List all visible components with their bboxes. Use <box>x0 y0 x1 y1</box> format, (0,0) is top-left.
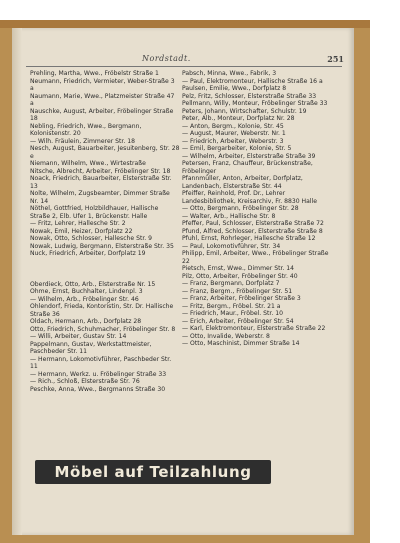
directory-entry: — Friedrich, Maur., Fröbel. Str. 10 <box>182 310 283 317</box>
page-gutter <box>12 28 22 535</box>
directory-entry: Nöthel, Gottfried, Holzbildhauer, Hallische Straße 2, Elb. Ufer 1, Brückenstr. Halle <box>30 205 159 220</box>
directory-entry: Noack, Friedrich, Bauarbeiter, Elsterstraße Str. 13 <box>30 175 172 190</box>
directory-entry: — Otto, Maschinist, Dimmer Straße 14 <box>182 340 300 347</box>
left-column <box>30 70 180 393</box>
header-rule <box>26 66 342 67</box>
directory-entry: — Hermann, Werkz. u. Fröbelinger Straße 33 <box>30 370 167 378</box>
directory-entry: — August, Maurer, Weberstr. Nr. 1 <box>182 130 286 137</box>
directory-entry: Pietsch, Ernst, Wwe., Dimmer Str. 14 <box>182 265 295 272</box>
directory-entry: — Willi, Arbeiter, Gustav Str. 14 <box>30 333 127 340</box>
directory-entry: Nesch, August, Bauarbeiter, Jesuitenberg, Str. 28 e <box>30 145 180 160</box>
directory-entry: — Erich, Arbeiter, Fröbelinger Str. 54 <box>182 317 294 325</box>
directory-entry: Pfeiffer, Reinhold, Prof. Dr., Lehrer Landesbibliothek, Kreisarchiv, Fr. 8830 Halle <box>182 190 317 205</box>
directory-entry: Niemann, Wilhelm, Wwe., Wirtestraße <box>30 160 146 167</box>
directory-entry: — Wilhelm, Arbeiter, Elsterstraße Straße 39 <box>182 152 316 160</box>
directory-entry: Pellmann, Willy, Monteur, Fröbelinger Straße 33 <box>182 100 328 107</box>
directory-entry: — Karl, Elektromonteur, Elsterstraße Straße 22 <box>182 325 326 332</box>
directory-entry: Nauschke, August, Arbeiter, Fröbelinger Straße 18 <box>30 107 174 122</box>
directory-entry: Petersen, Franz, Chauffeur, Brückenstraße, Fröbelinger <box>182 160 313 175</box>
directory-entry: Pfund, Alfred, Schlosser, Elsterstraße Straße 8 <box>182 227 323 235</box>
advertisement-banner: Möbel auf Teilzahlung <box>35 460 271 484</box>
directory-entry: Pfeffer, Paul, Schlosser, Elsterstraße Straße 72 <box>182 220 324 227</box>
directory-entry: Oldach, Hermann, Arb., Dorfplatz 28 <box>30 318 142 325</box>
directory-entry: — Walter, Arb., Hallische Str. 8 <box>182 212 276 220</box>
directory-entry: Oberdieck, Otto, Arb., Elsterstraße Nr. 15 <box>30 280 156 288</box>
directory-entry: Pfannmüller, Anton, Arbeiter, Dorfplatz, Landenbach, Elsterstraße Str. 44 <box>182 175 303 190</box>
directory-entry: — Emil, Bergarbeiter, Kolonie, Str. 5 <box>182 145 292 152</box>
left-column-o-section <box>30 281 180 394</box>
directory-entry: Peters, Johann, Wirtschafter, Schulstr. 19 <box>182 107 307 115</box>
directory-entry: Nowak, Ludwig, Bergmann, Elsterstraße Str. 35 <box>30 242 174 250</box>
directory-entry: — Fritz, Bergm., Fröbel. Str. 21 a <box>182 302 281 310</box>
page-title: Nordstadt. <box>142 54 191 63</box>
right-column <box>182 70 332 348</box>
directory-entry: Pelz, Fritz, Schlosser, Elsterstraße Straße 33 <box>182 92 317 100</box>
directory-entry: Prehling, Martha, Wwe., Fröbelstr Straße 1 <box>30 70 159 77</box>
directory-entry: Pappelmann, Gustav, Werkstattmeister, Paschbeder Str. 11 <box>30 340 152 355</box>
directory-entry: Nowak, Emil, Heizer, Dorfplatz 22 <box>30 227 133 235</box>
directory-entry: Paulsen, Emilie, Wwe., Dorfplatz 8 <box>182 85 287 92</box>
directory-entry: — Anton, Bergm., Kolonie, Str. 45 <box>182 122 284 130</box>
directory-entry: — Franz, Arbeiter, Fröbelinger Straße 3 <box>182 295 301 302</box>
book-cover-edge <box>0 20 370 28</box>
directory-entry: — Friedrich, Arbeiter, Weberstr. 3 <box>182 137 284 145</box>
directory-entry: Pilz, Otto, Arbeiter, Fröbelinger Str. 40 <box>182 272 298 280</box>
directory-entry: — Rich., Schloß, Elsterstraße Str. 76 <box>30 378 140 385</box>
directory-entry: Nowak, Otto, Schlosser, Hallesche Str. 9 <box>30 235 153 242</box>
directory-entry: Nitsche, Albrecht, Arbeiter, Fröbelinger Str. 18 <box>30 167 171 175</box>
directory-entry: — Franz, Bergm., Fröbelinger Str. 51 <box>182 287 293 295</box>
directory-entry: Otto, Friedrich, Schuhmacher, Fröbelinger Str. 8 <box>30 325 176 333</box>
directory-entry: Neumann, Friedrich, Vermieter, Weber-Straße 3 a <box>30 77 175 92</box>
directory-entry: Ohlendorf, Frieda, Kontoristin, Str. Dr. Hallische Straße 36 <box>30 303 174 318</box>
directory-entry: Philipp, Emil, Arbeiter, Wwe., Fröbelinger Straße 22 <box>182 250 329 265</box>
directory-page <box>12 28 354 535</box>
directory-entry: Pfuhl, Ernst, Rohrleger, Hallesche Straße 12 <box>182 235 316 242</box>
directory-entry: — Hermann, Lokomotivführer, Paschbeder Str. 11 <box>30 355 172 370</box>
directory-entry: Peter, Alb., Monteur, Dorfplatz Nr. 28 <box>182 115 295 122</box>
directory-entry: Naumann, Marie, Wwe., Platzmeister Straße 47 a <box>30 92 175 107</box>
directory-entry: — Fritz, Lehrer, Hallesche Str. 2 <box>30 220 126 227</box>
directory-entry: — Franz, Bergmann, Dorfplatz 7 <box>182 280 280 287</box>
page-header <box>12 52 354 66</box>
directory-entry: Nebling, Friedrich, Wwe., Bergmann, Kolonistenstr. 20 <box>30 122 142 137</box>
directory-entry: — Wilhelm, Arb., Fröbelinger Str. 46 <box>30 295 139 303</box>
directory-entry: — Otto, Invalide, Weberstr. 8 <box>182 332 270 340</box>
directory-entry: — Otto, Bergmann, Fröbelinger Str. 28 <box>182 205 299 212</box>
page-number: 251 <box>327 54 344 64</box>
directory-entry: Pabsch, Minna, Wwe., Fabrik, 3 <box>182 70 277 77</box>
directory-entry: — Paul, Elektromonteur, Hallische Straße 16 a <box>182 77 323 85</box>
directory-entry: Nolte, Wilhelm, Zugsbeamter, Dimmer Straße Nr. 14 <box>30 190 170 205</box>
directory-entry: — Wilh. Fräulein, Zimmerer Str. 18 <box>30 137 135 145</box>
directory-entry: — Paul, Lokomotivführer, Str. 34 <box>182 242 281 250</box>
directory-entry: Peschke, Anna, Wwe., Bergmanns Straße 30 <box>30 385 166 393</box>
directory-entry: Nuck, Friedrich, Arbeiter, Dorfplatz 19 <box>30 250 146 257</box>
directory-entry: Ohme, Ernst, Buchhalter, Lindenpl. 3 <box>30 288 143 295</box>
